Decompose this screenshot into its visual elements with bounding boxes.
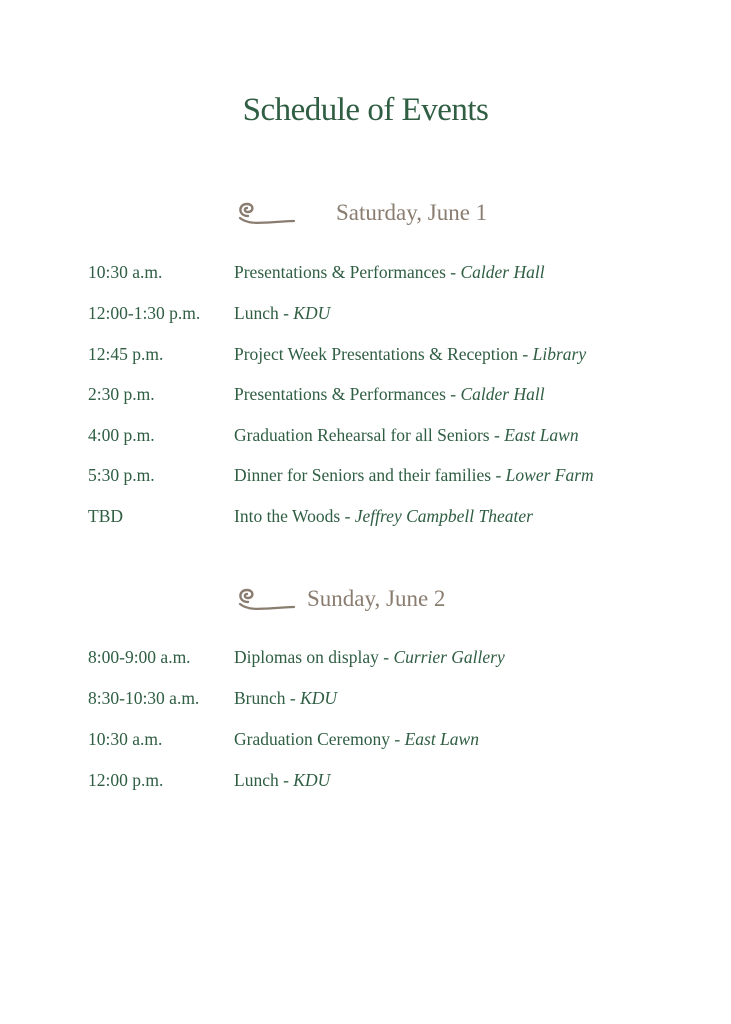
event-location: Jeffrey Campbell Theater	[354, 506, 533, 526]
event-title: Graduation Rehearsal for all Seniors	[234, 425, 490, 445]
event-row	[0, 770, 731, 796]
event-separator: -	[285, 688, 301, 708]
event-description	[234, 425, 579, 446]
event-separator: -	[445, 384, 461, 404]
event-location: Calder Hall	[460, 384, 545, 404]
event-location: KDU	[293, 770, 331, 790]
event-title: Lunch	[234, 303, 279, 323]
event-row	[0, 303, 731, 329]
event-title: Project Week Presentations & Reception	[234, 344, 519, 364]
event-time: 8:30-10:30 a.m.	[88, 688, 200, 708]
event-row	[0, 465, 731, 491]
event-row	[0, 647, 731, 673]
event-row	[0, 344, 731, 370]
event-time: 12:00-1:30 p.m.	[88, 303, 201, 323]
event-description	[234, 506, 533, 527]
event-row	[0, 506, 731, 532]
event-separator: -	[378, 647, 394, 667]
event-description	[234, 729, 479, 750]
event-separator: -	[278, 303, 294, 323]
day-heading-saturday	[0, 196, 731, 232]
day-heading-sunday	[0, 582, 731, 618]
event-row	[0, 262, 731, 288]
event-description	[234, 303, 330, 324]
event-separator: -	[518, 344, 533, 364]
event-title: Into the Woods	[234, 506, 341, 526]
event-description	[234, 384, 545, 405]
event-title: Presentations & Performances	[234, 262, 446, 282]
event-description	[234, 262, 545, 283]
day-label: Sunday, June 2	[307, 586, 446, 611]
event-time: 10:30 a.m.	[88, 262, 163, 282]
event-time: 4:00 p.m.	[88, 425, 155, 445]
event-description	[234, 465, 594, 486]
event-row	[0, 688, 731, 714]
event-row	[0, 384, 731, 410]
event-row	[0, 729, 731, 755]
event-location: Library	[532, 344, 587, 364]
event-separator: -	[491, 465, 506, 485]
event-separator: -	[445, 262, 461, 282]
event-title: Graduation Ceremony	[234, 729, 390, 749]
event-location: KDU	[293, 303, 331, 323]
day-label: Saturday, June 1	[336, 200, 488, 225]
event-description	[234, 344, 586, 365]
event-description	[234, 647, 505, 668]
event-location: East Lawn	[504, 425, 579, 445]
event-row	[0, 425, 731, 451]
event-time: 12:00 p.m.	[88, 770, 164, 790]
event-title: Presentations & Performances	[234, 384, 446, 404]
event-title: Brunch	[234, 688, 286, 708]
event-time: 12:45 p.m.	[88, 344, 164, 364]
event-time: TBD	[88, 506, 123, 526]
event-location: Calder Hall	[460, 262, 545, 282]
swirl-flourish-icon	[234, 586, 296, 616]
event-time: 5:30 p.m.	[88, 465, 155, 485]
event-description	[234, 688, 337, 709]
event-location: KDU	[300, 688, 338, 708]
event-location: Lower Farm	[505, 465, 594, 485]
event-separator: -	[390, 729, 405, 749]
event-separator: -	[278, 770, 294, 790]
event-title: Diplomas on display	[234, 647, 379, 667]
page-title: Schedule of Events	[242, 92, 489, 128]
event-time: 2:30 p.m.	[88, 384, 155, 404]
event-title: Dinner for Seniors and their families	[234, 465, 492, 485]
event-separator: -	[340, 506, 355, 526]
event-time: 10:30 a.m.	[88, 729, 163, 749]
event-time: 8:00-9:00 a.m.	[88, 647, 191, 667]
event-location: Currier Gallery	[393, 647, 505, 667]
event-location: East Lawn	[404, 729, 479, 749]
event-title: Lunch	[234, 770, 279, 790]
event-description	[234, 770, 330, 791]
event-separator: -	[489, 425, 505, 445]
swirl-flourish-icon	[234, 200, 296, 230]
